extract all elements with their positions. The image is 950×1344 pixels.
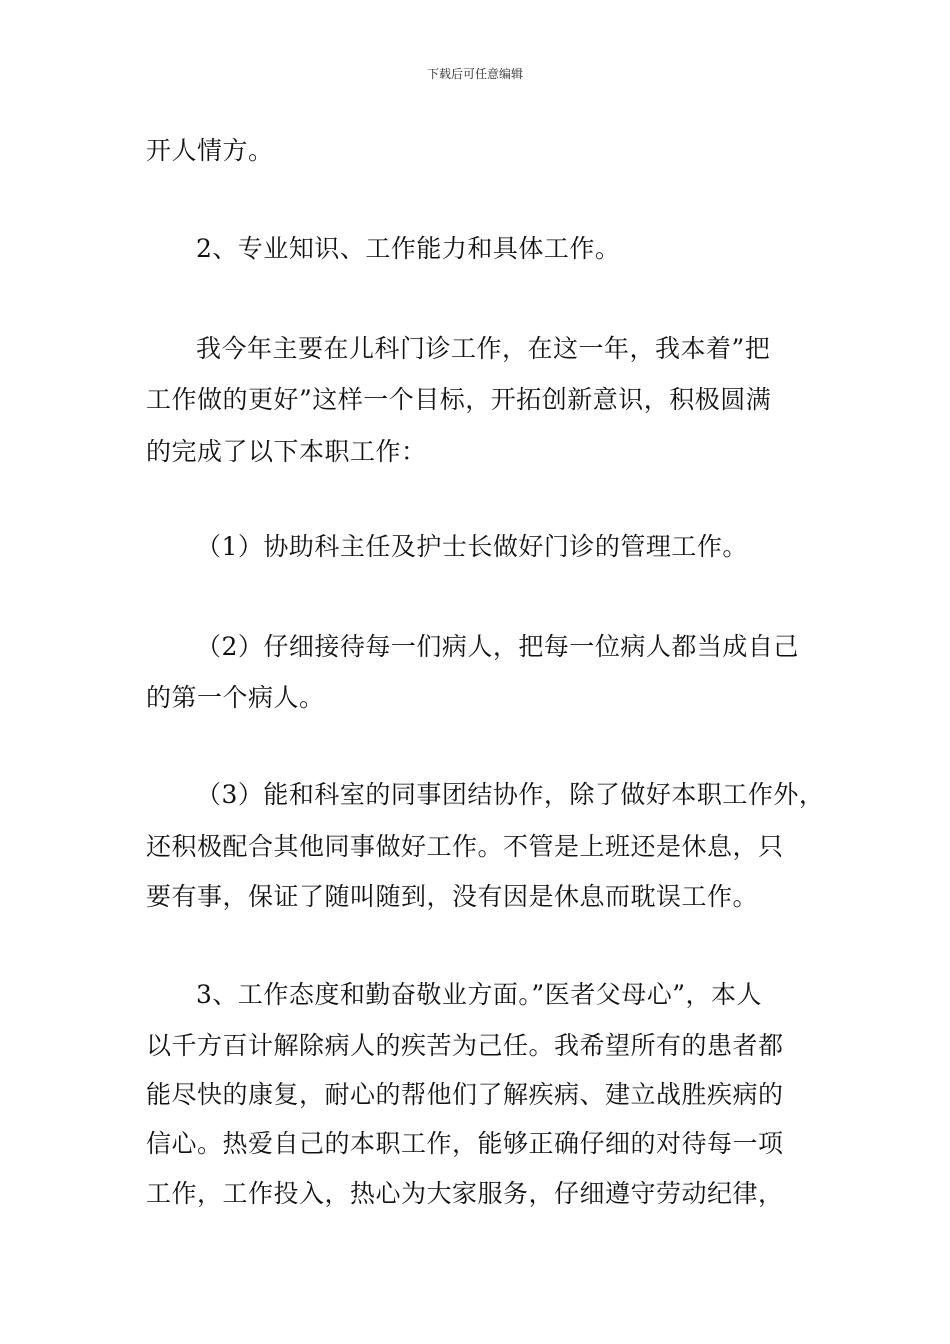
text-line: 工作做的更好”这样一个目标，开拓创新意识，积极圆满: [146, 385, 772, 414]
list-item-2: （2）仔细接待每一们病人，把每一位病人都当成自己: [196, 632, 799, 661]
text-line: 以千方百计解除病人的疾苦为己任。我希望所有的患者都: [146, 1031, 784, 1060]
text-line: 开人情方。: [146, 136, 274, 165]
text-line: 的第一个病人。: [146, 683, 325, 712]
text-line: 的完成了以下本职工作：: [146, 437, 427, 466]
text-line: 工作，工作投入，热心为大家服务，仔细遵守劳动纪律，: [146, 1179, 784, 1208]
section-heading-2: 2、专业知识、工作能力和具体工作。: [196, 234, 621, 263]
text-line: 要有事，保证了随叫随到，没有因是休息而耽误工作。: [146, 882, 759, 911]
text-line: 我今年主要在儿科门诊工作，在这一年，我本着”把: [196, 334, 771, 363]
section-heading-3: 3、工作态度和勤奋敬业方面。”医者父母心”，本人: [196, 980, 762, 1009]
text-line: 还积极配合其他同事做好工作。不管是上班还是休息，只: [146, 832, 784, 861]
header-note: 下载后可任意编辑: [426, 67, 523, 81]
list-item-3: （3）能和科室的同事团结协作，除了做好本职工作外，: [196, 780, 825, 809]
text-line: 信心。热爱自己的本职工作，能够正确仔细的对待每一项: [146, 1129, 784, 1158]
text-line: 能尽快的康复，耐心的帮他们了解疾病、建立战胜疾病的: [146, 1080, 784, 1109]
list-item-1: （1）协助科主任及护士长做好门诊的管理工作。: [196, 532, 748, 561]
